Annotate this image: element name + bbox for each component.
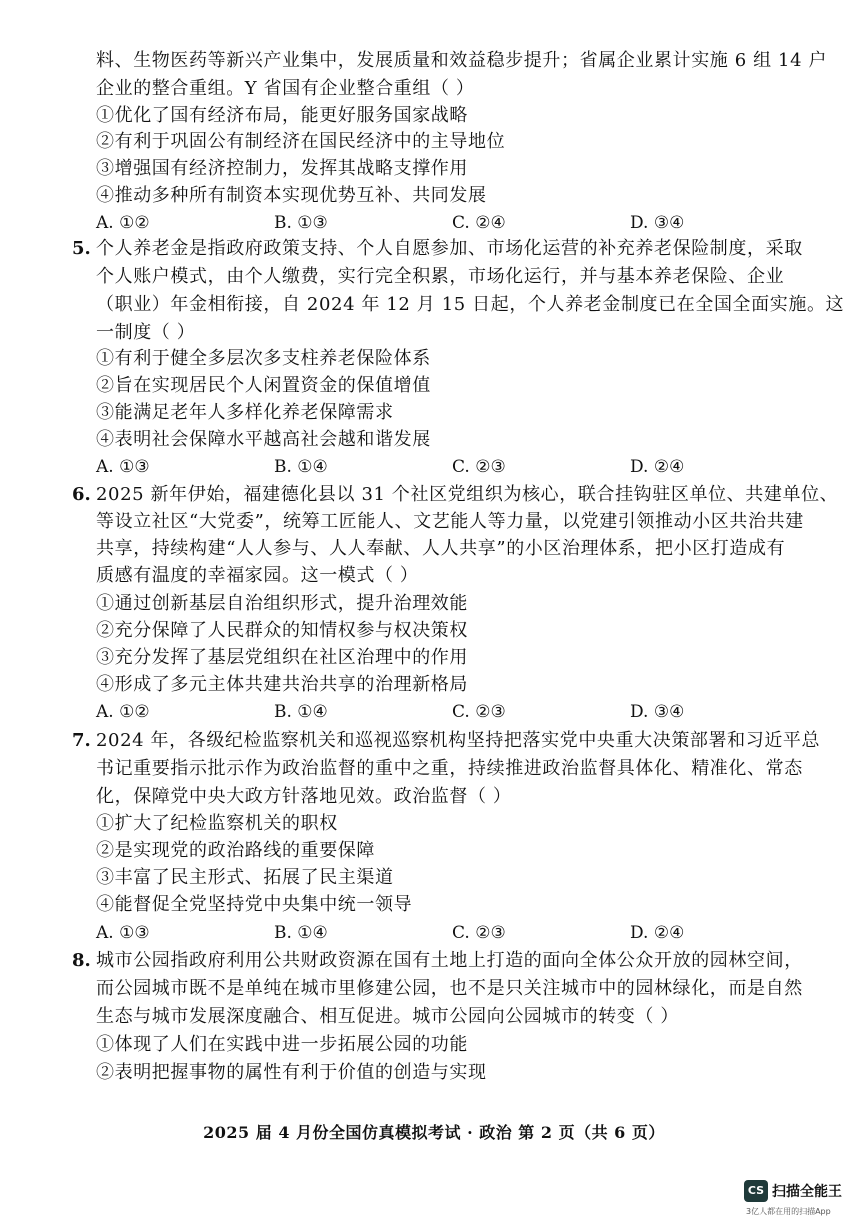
option-a[interactable]: A. ①②	[96, 702, 150, 722]
q5-stem-line: （职业）年金相衔接，自 2024 年 12 月 15 日起，个人养老金制度已在全国全面实施。这	[96, 294, 845, 315]
option-c[interactable]: C. ②④	[452, 213, 506, 233]
q7-number: 7.	[72, 730, 91, 751]
q7-statement: ②是实现党的政治路线的重要保障	[96, 840, 375, 861]
option-c[interactable]: C. ②③	[452, 457, 506, 477]
page-footer: 2025 届 4 月份全国仿真模拟考试 · 政治 第 2 页（共 6 页）	[203, 1123, 665, 1142]
option-d[interactable]: D. ②④	[630, 457, 685, 477]
option-c[interactable]: C. ②③	[452, 923, 506, 943]
scanner-app-name: 扫描全能王	[772, 1184, 842, 1200]
q8-stem-line: 城市公园指政府利用公共财政资源在国有土地上打造的面向全体公众开放的园林空间，	[96, 950, 803, 971]
option-b[interactable]: B. ①④	[274, 923, 328, 943]
q5-statement: ③能满足老年人多样化养老保障需求	[96, 402, 394, 423]
q7-stem-line: 化，保障党中央大政方针落地见效。政治监督（ ）	[96, 786, 512, 807]
q5-statement: ④表明社会保障水平越高社会越和谐发展	[96, 429, 431, 450]
option-a[interactable]: A. ①②	[96, 213, 150, 233]
q6-stem-line: 等设立社区“大党委”，统筹工匠能人、文艺能人等力量，以党建引领推动小区共治共建	[96, 511, 804, 532]
q4-statement: ②有利于巩固公有制经济在国民经济中的主导地位	[96, 131, 506, 152]
camscanner-logo-icon: CS	[744, 1180, 768, 1202]
q7-stem-line: 书记重要指示批示作为政治监督的重中之重，持续推进政治监督具体化、精准化、常态	[96, 758, 803, 779]
q5-statement: ②旨在实现居民个人闲置资金的保值增值	[96, 375, 431, 396]
q5-statement: ①有利于健全多层次多支柱养老保险体系	[96, 348, 431, 369]
q7-stem-line: 2024 年，各级纪检监察机关和巡视巡察机构坚持把落实党中央重大决策部署和习近平总	[96, 730, 821, 751]
q8-number: 8.	[72, 950, 91, 971]
q5-number: 5.	[72, 238, 91, 259]
q8-statement: ②表明把握事物的属性有利于价值的创造与实现	[96, 1062, 487, 1083]
q6-stem-line: 共享，持续构建“人人参与、人人奉献、人人共享”的小区治理体系，把小区打造成有	[96, 538, 786, 559]
q5-stem-line: 一制度（ ）	[96, 322, 196, 343]
q6-stem-line: 质感有温度的幸福家园。这一模式（ ）	[96, 565, 419, 586]
q4-statement: ④推动多种所有制资本实现优势互补、共同发展	[96, 185, 487, 206]
option-c[interactable]: C. ②③	[452, 702, 506, 722]
scanner-watermark	[740, 1176, 864, 1224]
q5-stem-line: 个人账户模式，由个人缴费，实行完全积累，市场化运行，并与基本养老保险、企业	[96, 266, 785, 287]
q4-stem-line: 企业的整合重组。Y 省国有企业整合重组（ ）	[96, 78, 475, 99]
q6-statement: ③充分发挥了基层党组织在社区治理中的作用	[96, 647, 468, 668]
q4-stem-line: 料、生物医药等新兴产业集中，发展质量和效益稳步提升；省属企业累计实施 6 组 14 户	[96, 50, 828, 71]
q7-statement: ①扩大了纪检监察机关的职权	[96, 813, 338, 834]
q4-statement: ③增强国有经济控制力，发挥其战略支撑作用	[96, 158, 468, 179]
option-d[interactable]: D. ③④	[630, 213, 685, 233]
option-d[interactable]: D. ③④	[630, 702, 685, 722]
q8-stem-line: 生态与城市发展深度融合、相互促进。城市公园向公园城市的转变（ ）	[96, 1006, 679, 1027]
q7-statement: ④能督促全党坚持党中央集中统一领导	[96, 894, 413, 915]
q5-stem-line: 个人养老金是指政府政策支持、个人自愿参加、市场化运营的补充养老保险制度，采取	[96, 238, 803, 259]
option-b[interactable]: B. ①④	[274, 702, 328, 722]
q6-number: 6.	[72, 484, 91, 505]
scanner-tagline: 3亿人都在用的扫描App	[746, 1207, 831, 1216]
q7-statement: ③丰富了民主形式、拓展了民主渠道	[96, 867, 394, 888]
q8-statement: ①体现了人们在实践中进一步拓展公园的功能	[96, 1034, 468, 1055]
option-d[interactable]: D. ②④	[630, 923, 685, 943]
q4-statement: ①优化了国有经济布局，能更好服务国家战略	[96, 105, 468, 126]
option-b[interactable]: B. ①③	[274, 213, 328, 233]
q6-stem-line: 2025 新年伊始，福建德化县以 31 个社区党组织为核心，联合挂钩驻区单位、共建单位、	[96, 484, 839, 505]
option-a[interactable]: A. ①③	[96, 457, 150, 477]
q6-statement: ④形成了多元主体共建共治共享的治理新格局	[96, 674, 468, 695]
option-b[interactable]: B. ①④	[274, 457, 328, 477]
q6-statement: ①通过创新基层自治组织形式，提升治理效能	[96, 593, 468, 614]
q6-statement: ②充分保障了人民群众的知情权参与权决策权	[96, 620, 468, 641]
q8-stem-line: 而公园城市既不是单纯在城市里修建公园，也不是只关注城市中的园林绿化，而是自然	[96, 978, 803, 999]
option-a[interactable]: A. ①③	[96, 923, 150, 943]
